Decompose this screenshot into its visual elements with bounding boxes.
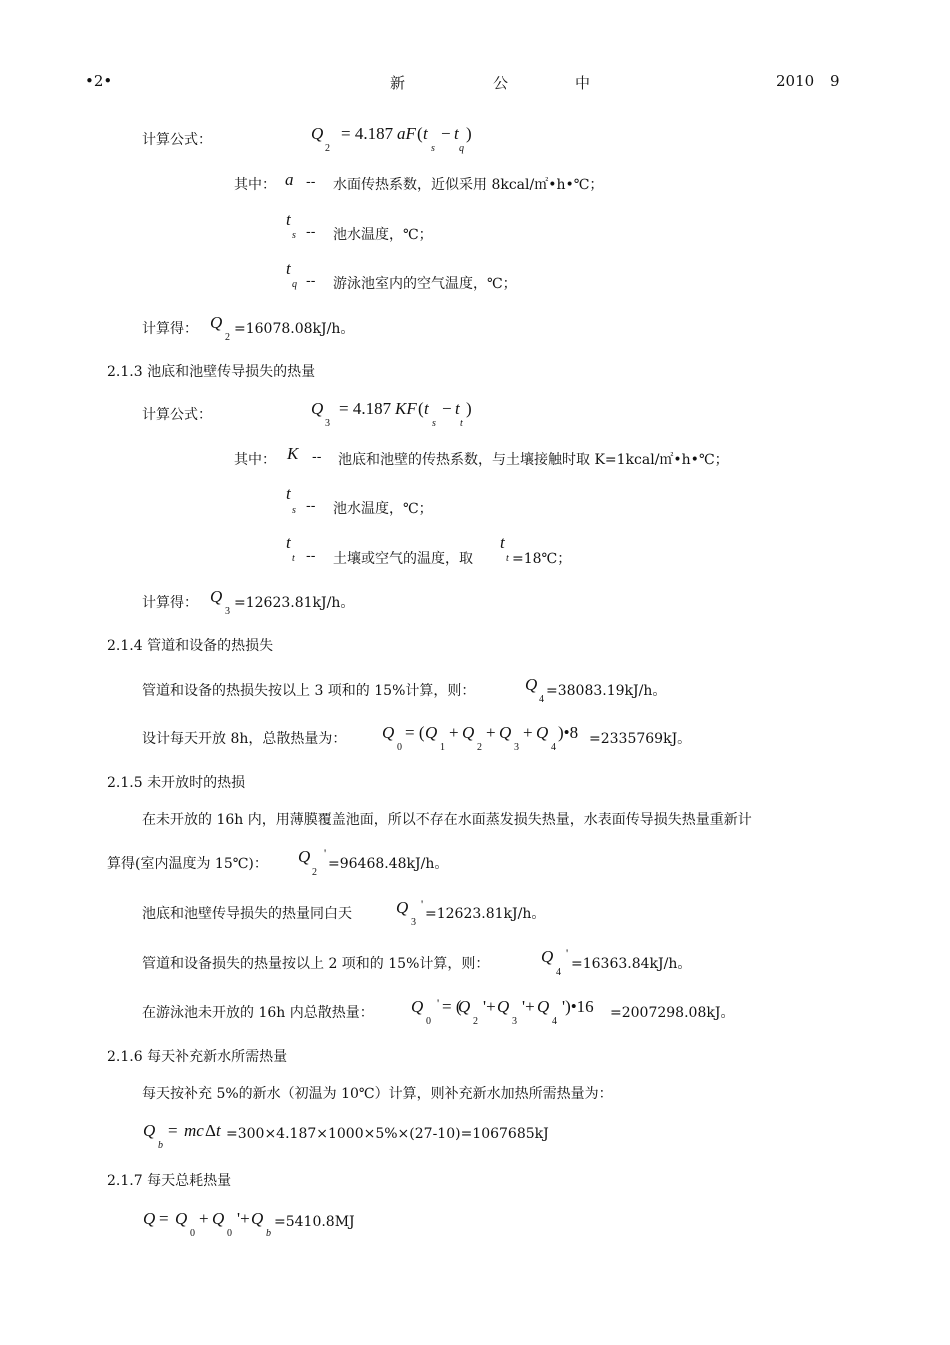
dashes: -- [306,273,316,289]
paragraph: 设计每天开放 8h，总散热量为： [142,731,347,747]
section-heading: 2.1.3 池底和池壁传导损失的热量 [107,364,316,380]
paragraph: 算得(室内温度为 15℃)： [107,856,268,872]
value: =5410.8MJ [274,1214,355,1230]
page-number: •2• [85,72,113,90]
def-tt-value: =18℃； [512,551,572,567]
def-K: 池底和池壁的传热系数，与土壤接触时取 K=1kcal/㎡•h•℃； [338,452,729,468]
paragraph: 在未开放的 16h 内，用薄膜覆盖池面，所以不存在水面蒸发损失热量，水表面传导损失热量重新计 [142,812,752,828]
where-label: 其中： [234,177,276,193]
paragraph: 在游泳池未开放的 16h 内总散热量： [142,1005,374,1021]
value: =38083.19kJ/h。 [546,683,667,699]
var-a: a [285,170,294,189]
section-heading: 2.1.6 每天补充新水所需热量 [107,1049,288,1065]
formula-label: 计算公式： [142,407,212,423]
value: =12623.81kJ/h。 [425,906,546,922]
dashes: -- [306,174,316,190]
def-a: 水面传热系数，近似采用 8kcal/㎡•h•℃； [333,177,604,193]
paragraph: 池底和池壁传导损失的热量同白天 [142,906,352,922]
def-tt: 土壤或空气的温度，取 [333,551,473,567]
result-value: =16078.08kJ/h。 [234,321,355,337]
paragraph: 管道和设备的热损失按以上 3 项和的 15%计算，则： [142,683,476,699]
def-tq: 游泳池室内的空气温度，℃； [333,276,517,292]
dashes: -- [306,224,316,240]
value: =2007298.08kJ。 [610,1005,735,1021]
section-heading: 2.1.7 每天总耗热量 [107,1173,232,1189]
value: =96468.48kJ/h。 [328,856,449,872]
header-month: 9 [830,72,840,90]
def-ts: 池水温度，℃； [333,227,433,243]
calc: =300×4.187×1000×5%×(27-10)=1067685kJ [226,1126,549,1142]
section-heading: 2.1.5 未开放时的热损 [107,775,246,791]
header-year: 2010 [776,72,815,90]
dashes: -- [312,449,322,465]
header-char: 新 [390,74,406,92]
where-label: 其中： [234,452,276,468]
value: =16363.84kJ/h。 [571,956,692,972]
result-label: 计算得： [142,595,198,611]
paragraph: 管道和设备损失的热量按以上 2 项和的 15%计算，则： [142,956,490,972]
dashes: -- [306,548,316,564]
var-K: K [287,444,299,463]
section-heading: 2.1.4 管道和设备的热损失 [107,638,274,654]
result-label: 计算得： [142,321,198,337]
value: =2335769kJ。 [589,731,692,747]
formula-label: 计算公式： [142,132,212,148]
result-value: =12623.81kJ/h。 [234,595,355,611]
header-char: 中 [575,74,591,92]
header-char: 公 [493,74,509,92]
dashes: -- [306,498,316,514]
def-ts: 池水温度，℃； [333,501,433,517]
paragraph: 每天按补充 5%的新水（初温为 10℃）计算，则补充新水加热所需热量为： [142,1086,613,1102]
